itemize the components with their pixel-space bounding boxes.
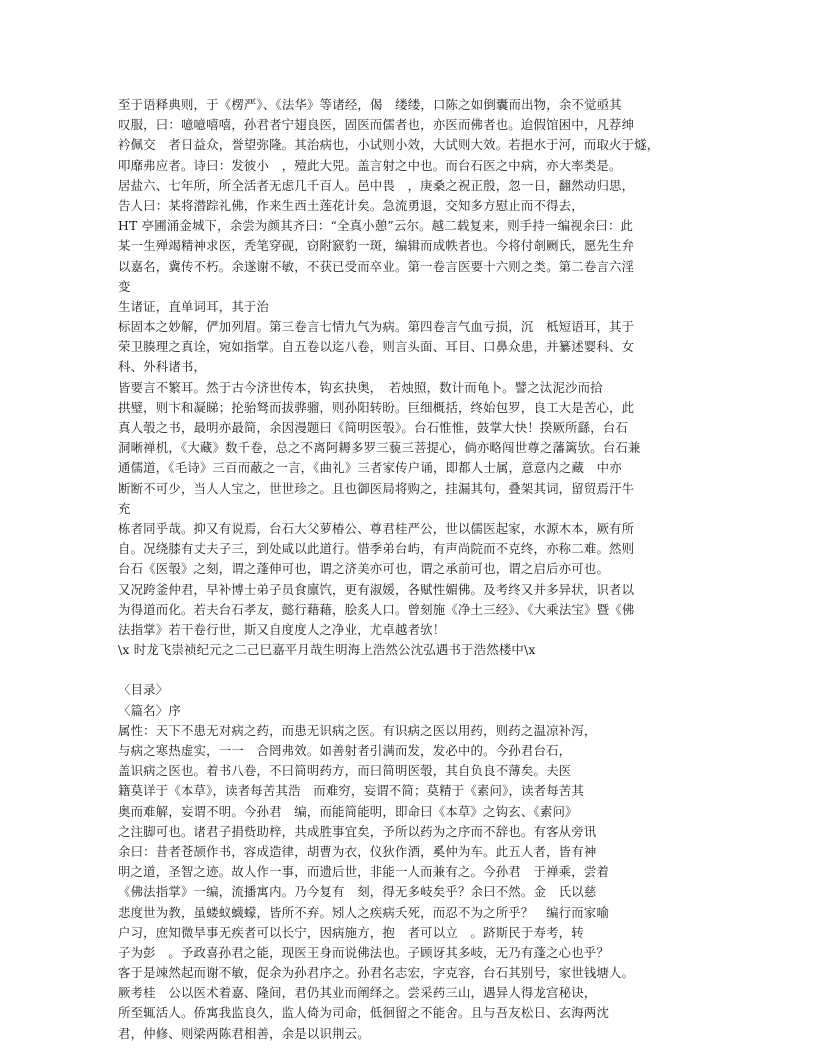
text-line: 衿佩交 者日益众，誉望弥隆。其治病也，小试则小效，大试则大效。若挹水于河，而取火于燧，: [118, 137, 660, 153]
text-line: 《佛法指掌》一编，流播寓内。乃今复有 刻，得无多岐矣乎？余曰不然。金 氏以慈: [118, 884, 597, 900]
section-text: [118, 721, 708, 1044]
text-line: 通儒道，《毛诗》三百而蔽之一言，《曲礼》三者家传户诵，即都人士属，意意内之藏 中亦: [118, 460, 622, 476]
text-line: 告人曰：某将潜踪礼佛，作来生西土莲花计矣。急流勇退，交知多方慰止而不得去，: [118, 197, 584, 213]
text-line: 科、外科诸书，: [118, 359, 207, 375]
text-line: 余曰：昔者苍颉作书，容成造律，胡曹为衣，仪狄作酒，奚仲为车。此五人者，皆有神: [118, 843, 597, 859]
text-line: 又况跨釜仲君，早补博士弟子员食廪饩，更有淑媛，各赋性媚佛。及考终又并多异状，识者以: [118, 581, 635, 597]
text-line: 盖识病之医也。着书八卷，不曰简明药方，而曰简明医彀，其自负良不薄矣。夫医: [118, 763, 572, 779]
text-line: 真人彀之书，最明亦最简，余因漫题曰《简明医彀》。台石惟惟，鼓掌大快！揆厥所繇，台石: [118, 420, 629, 435]
text-line: 栋者同乎哉。抑又有说焉，台石大父萝椿公、尊君桂严公，世以儒医起家，水源木本，厥有所: [118, 520, 635, 536]
toc-label: 〈目录〉: [118, 682, 169, 698]
text-line: 变: [118, 278, 131, 294]
text-line: 自。况绕膝有丈夫子三，到处咸以此道行。惜季弟台屿，有声尚院而不克终，亦称二难。然则: [118, 541, 635, 557]
text-line: 充: [118, 500, 131, 516]
text-line: 与病之寒热虚实，一一 合罔弗效。如善射者引满而发，发必中的。今孙君台石，: [118, 743, 572, 758]
text-line: 台石《医彀》之刻，谓之蓬伸可也，谓之济美亦可也，谓之承前可也，谓之启后亦可也。: [118, 561, 610, 577]
section-label: 〈篇名〉序: [118, 702, 181, 718]
text-line: \x 时龙飞崇祯纪元之二己巳嘉平月哉生明海上浩然公沈弘遇书于浩然楼中\x: [118, 642, 536, 658]
blank-line: [118, 660, 708, 680]
text-line: 洞晰禅机，《大藏》数千卷，总之不离阿耨多罗三藐三菩提心，倘亦略闯世尊之藩篱欤。台石兼: [118, 440, 641, 456]
text-line: 为得道而化。若夫台石孝友，懿行藉藉，脍炙人口。曾刻施《净土三经》、《大乘法宝》暨《佛: [118, 601, 635, 617]
text-line: HT 亭圃涌金城下，余尝为颜其齐曰：“全真小憩”云尔。越二载复来，则手持一编视余曰：此: [118, 218, 634, 234]
text-line: 居盐六、七年所，所全活者无虑几千百人。邑中畏 ，庚桑之祝正殷，忽一日，翻然动归思，: [118, 177, 635, 193]
text-line: 所至辄活人。侨寓我监良久，监人倚为司命，低徊留之不能舍。且与吾友松日、玄海两沈: [118, 1005, 610, 1021]
text-line: 叹服，曰：噫噫嘻嘻，孙君者宁翅良医，固医而儒者也，亦医而佛者也。迨假馆困中，凡荐绅: [118, 117, 635, 133]
text-line: 之注脚可也。诸君子捐赀助梓，共成胜事宜矣，予所以药为之序而不辞也。有客从旁讯: [118, 823, 597, 839]
text-line: 荣卫腠理之真诠，宛如指掌。自五卷以迄八卷，则言头面、耳目、口鼻众患，并纂述婴科、女: [118, 339, 635, 355]
text-line: 属性：天下不患无对病之药，而患无识病之医。有识病之医以用药，则药之温凉补泻，: [118, 722, 597, 738]
text-line: 子为彭 。予政喜孙君之能，现医王身而说佛法也。子顾讶其多岐，无乃有蓬之心也乎？: [118, 944, 610, 960]
text-line: 明之道，圣智之迹。故人作一事，而遗后世，非能一人而兼有之。今孙君 于禅乘，尝着: [118, 864, 610, 880]
text-line: 皆要言不繁耳。然于古今济世传本，钩玄抉奥， 若烛照，数计而龟卜。譬之汰泥沙而拾: [118, 379, 603, 395]
text-line: 断断不可少，当人人宝之，世世珍之。且也御医局将购之，挂漏其句，叠架其词，留贸焉汗牛: [118, 480, 635, 496]
text-line: 籍莫详于《本草》，读者每苦其浩 而难穷，妄谓不简；莫精于《素问》，读者每苦其: [118, 783, 585, 799]
text-line: 奥而难解，妄谓不明。今孙君 编，而能简能明，即命曰《本草》之钩玄、《素问》: [118, 803, 578, 819]
text-line: 法指掌》若干卷行世，斯又自度度人之净业，尤卓越者欤！: [118, 621, 446, 637]
text-line: 悲度世为教，虽蝼蚁蠛蠓，皆所不弃。矧人之疾病夭死，而忍不为之所乎？ 编行而家喻: [118, 904, 610, 920]
text-line: 客于是竦然起而谢不敏，促余为孙君序之。孙君名志宏，字克容，台石其别号，家世钱塘人。: [118, 965, 635, 981]
text-line: 君，仲修、则梁两陈君相善，余是以识荆云。: [118, 1025, 370, 1041]
text-line: 标固本之妙解，俨加列眉。第三卷言七情九气为病。第四卷言气血亏损，沉 柢短语耳，其于: [118, 319, 635, 335]
text-line: 拱璧，则卞和凝睇；抡骀驽而拔骅骝，则孙阳转盼。巨细概括，终始包罗，良工大是苦心，此: [118, 399, 635, 415]
text-line: 生诸证，直单词耳，其于治: [118, 298, 270, 314]
document-page: [118, 95, 708, 1044]
preface-text: [118, 95, 708, 660]
text-line: 户习，庶知微旱事无疾者可以长宁，因病施方，抱 者可以立 。跻斯民于寿考，转: [118, 924, 584, 940]
text-line: 某一生殚竭精神求医，秃笔穿砚，窃附窾豹一斑，编辑而成帙者也。今将付剞劂氏，愿先生弁: [118, 238, 635, 254]
text-line: 以嘉名，冀传不朽。余遂谢不敏，不获已受而卒业。第一卷言医要十六则之类。第二卷言六淫: [118, 258, 635, 274]
text-line: 至于语释典则，于《楞严》、《法华》等诸经，偈 缕缕，口陈之如倒囊而出物，余不觉亟其: [118, 97, 622, 112]
text-line: 叩靡弗应者。诗曰：发彼小 ，殪此大兕。盖言射之中也。而台石医之中病，亦大率类是。: [118, 157, 622, 173]
text-line: 厥考桂 公以医术着嘉、隆间，君仍其业而阐绎之。尝采药三山，遇异人得龙宫秘诀，: [118, 985, 597, 1001]
